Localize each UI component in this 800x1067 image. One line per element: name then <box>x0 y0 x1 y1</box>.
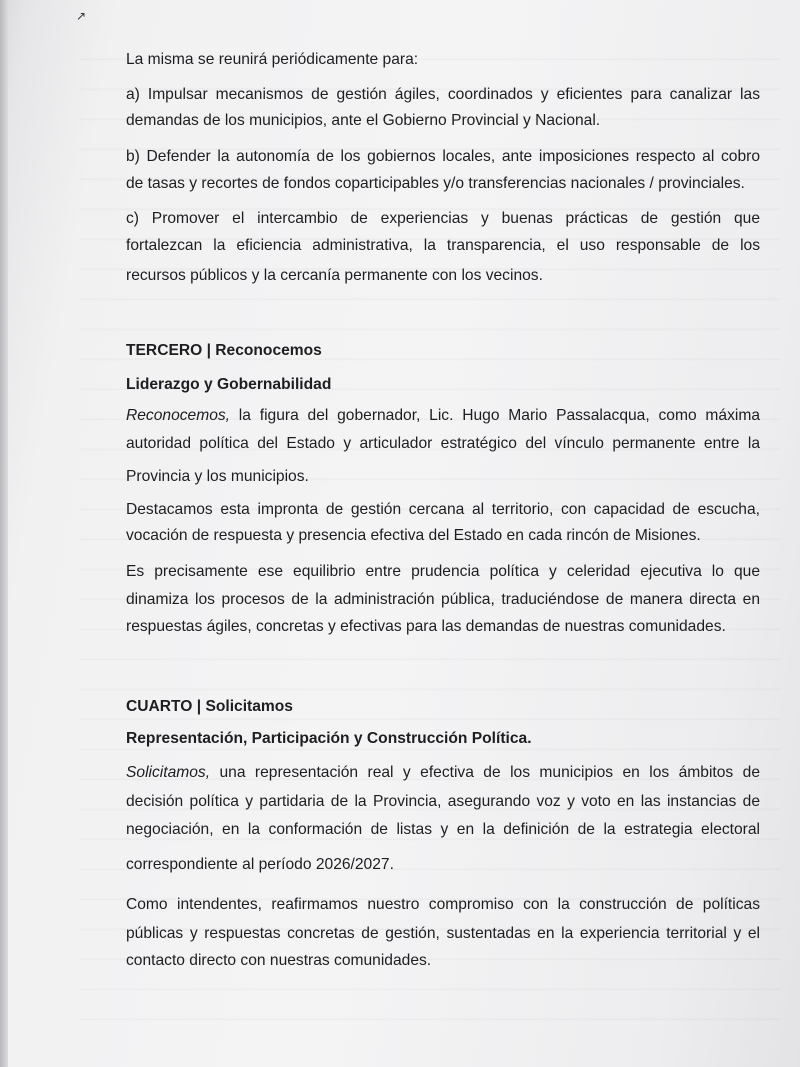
section-subheading-tercero: Liderazgo y Gobernabilidad <box>126 376 332 393</box>
tercero-p2-line-1: Destacamos esta impronta de gestión cercana al territorio, con capacidad de escucha, <box>126 501 760 518</box>
cuarto-p1-emphasis: Solicitamos, <box>126 764 211 781</box>
section-heading-cuarto: CUARTO | Solicitamos <box>126 698 293 715</box>
cuarto-p1-line-4: correspondiente al período 2026/2027. <box>126 856 394 873</box>
cuarto-p1-line-1-rest: una representación real y efectiva de los municipios en los ámbitos de <box>210 764 760 781</box>
tercero-p1-line-1 <box>126 406 760 426</box>
item-b-line-2: de tasas y recortes de fondos coparticipables y/o transferencias nacionales / provinciales. <box>126 175 745 192</box>
margin-mark: ↗ <box>76 9 87 23</box>
item-c-line-2: fortalezcan la eficiencia administrativa, la transparencia, el uso responsable de los <box>126 237 760 254</box>
tercero-p1-emphasis: Reconocemos, <box>126 407 231 424</box>
item-a-line-1: a) Impulsar mecanismos de gestión ágiles, coordinados y eficientes para canalizar las <box>126 86 760 103</box>
tercero-p2-line-2: vocación de respuesta y presencia efectiva del Estado en cada rincón de Misiones. <box>126 527 701 544</box>
cuarto-p1-line-3: negociación, en la conformación de listas y en la definición de la estrategia electoral <box>126 821 760 838</box>
cuarto-p2-line-3: contacto directo con nuestras comunidades. <box>126 952 432 969</box>
cuarto-p1-line-2: decisión política y partidaria de la Provincia, asegurando voz y voto en las instancias de <box>126 793 760 810</box>
section-heading-tercero: TERCERO | Reconocemos <box>126 342 322 359</box>
section-subheading-cuarto: Representación, Participación y Construcción Política. <box>126 730 532 747</box>
tercero-p3-line-1: Es precisamente ese equilibrio entre prudencia política y celeridad ejecutiva lo que <box>126 563 760 580</box>
tercero-p1-line-2: autoridad política del Estado y articulador estratégico del vínculo permanente entre la <box>126 435 760 452</box>
intro-line: La misma se reunirá periódicamente para: <box>126 51 419 68</box>
tercero-p3-line-3: respuestas ágiles, concretas y efectivas para las demandas de nuestras comunidades. <box>126 618 726 635</box>
item-a-line-2: demandas de los municipios, ante el Gobierno Provincial y Nacional. <box>126 112 601 129</box>
cuarto-p2-line-1: Como intendentes, reafirmamos nuestro compromiso con la construcción de políticas <box>126 896 760 913</box>
tercero-p3-line-2: dinamiza los procesos de la administración pública, traduciéndose de manera directa en <box>126 591 760 608</box>
tercero-p1-line-1-rest: la figura del gobernador, Lic. Hugo Mario Passalacqua, como máxima <box>230 407 760 424</box>
item-c-line-3: recursos públicos y la cercanía permanente con los vecinos. <box>126 267 543 284</box>
cuarto-p2-line-2: públicas y respuestas concretas de gestión, sustentadas en la experiencia territorial y el <box>126 925 760 942</box>
item-c-line-1: c) Promover el intercambio de experiencias y buenas prácticas de gestión que <box>126 210 760 227</box>
tercero-p1-line-3: Provincia y los municipios. <box>126 468 309 485</box>
item-b-line-1: b) Defender la autonomía de los gobiernos locales, ante imposiciones respecto al cobro <box>126 148 760 165</box>
cuarto-p1-line-1 <box>126 763 760 783</box>
page-edge-shadow <box>0 0 8 1067</box>
